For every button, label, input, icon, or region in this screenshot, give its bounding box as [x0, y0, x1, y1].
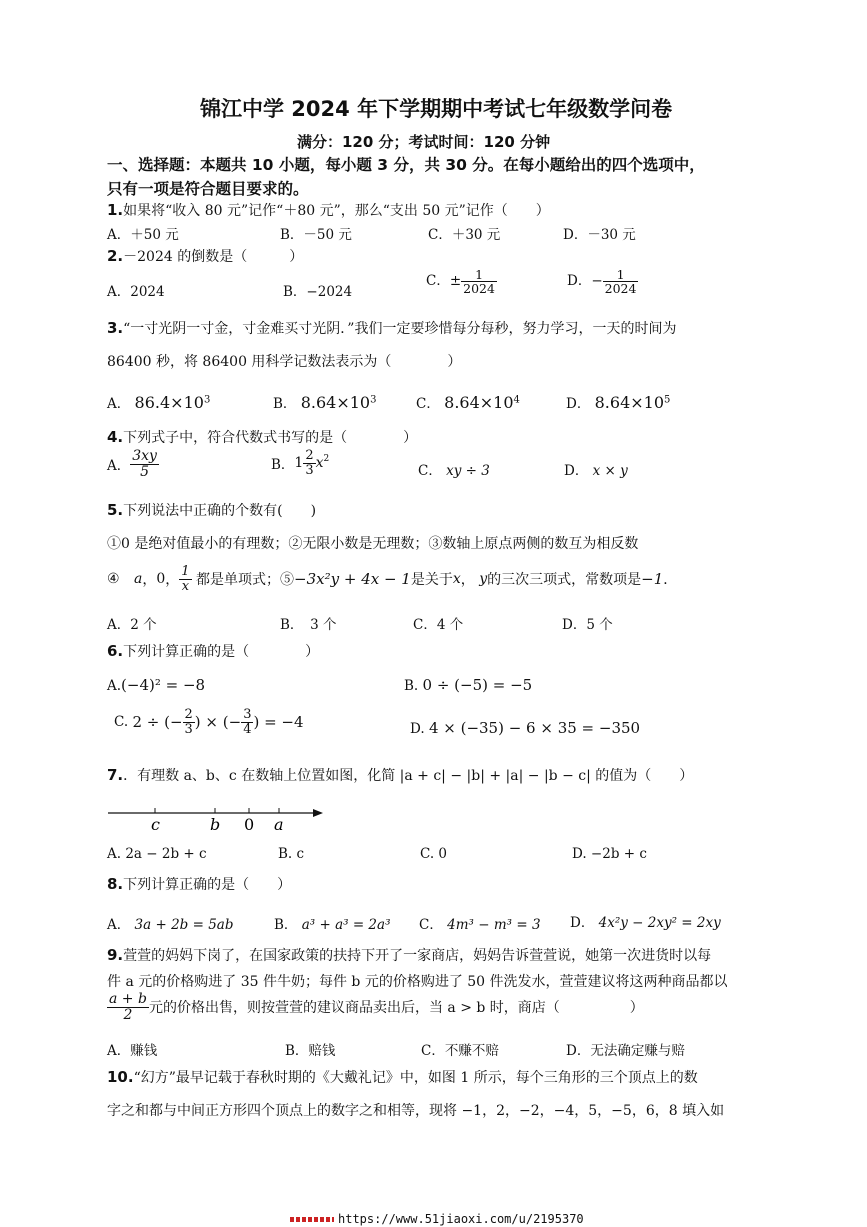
axis-label-a: a	[274, 815, 284, 834]
q8-option-c: C． 4m³ − m³ = 3	[419, 917, 541, 933]
section-heading-line1: 一、选择题：本题共 10 小题，每小题 3 分，共 30 分。在每小题给出的四个选项中，	[107, 156, 705, 174]
q8-option-b: B． a³ + a³ = 2a³	[274, 917, 391, 933]
q7-option-d: D. −2b + c	[572, 846, 647, 862]
question-number: 1.	[107, 201, 124, 219]
q1-option-a: A．＋50 元	[107, 227, 179, 243]
q5-option-d: D．5 个	[562, 617, 613, 633]
q2-option-b: B．−2024	[283, 284, 353, 300]
question-10-line2: 字之和都与中间正方形四个顶点上的数字之和相等，现将 −1，2，−2，−4，5，−5，6，8 填入如	[107, 1103, 725, 1119]
question-6	[107, 641, 319, 661]
question-9	[107, 945, 711, 965]
q5-option-b: B． 3 个	[280, 617, 337, 633]
question-8	[107, 874, 291, 894]
q6-option-c: C. 2 ÷ (− $\frac{2}{3}$ ) × (− $\frac{3}{4}$ ) = −4	[114, 707, 304, 737]
question-number: 3.	[107, 319, 124, 337]
question-text: ．有理数 a、b、c 在数轴上位置如图，化简 |a + c| − |b| + |a| − |b − c| 的值为（ ）	[123, 768, 694, 784]
q1-option-d: D．－30 元	[563, 227, 636, 243]
axis-label-0: 0	[244, 815, 255, 834]
axis-label-c: c	[151, 815, 160, 834]
q5-option-c: C．4 个	[413, 617, 464, 633]
question-text: －2024 的倒数是（ ）	[123, 249, 304, 265]
section-heading-line2: 只有一项是符合题目要求的。	[107, 180, 309, 198]
q7-option-b: B. c	[278, 846, 305, 862]
q3-option-a: A． $86.4\times 10^3$	[107, 393, 211, 412]
q6-option-a: A.(−4)² = −8	[107, 676, 206, 694]
question-1	[107, 200, 550, 220]
footer-url	[290, 1212, 584, 1226]
q2-option-c: C．± $\frac{1}{2024}$	[426, 267, 495, 297]
question-7	[107, 765, 693, 785]
q8-option-d: D． 4x²y − 2xy² = 2xy	[570, 915, 721, 931]
question-5-statement-line1: ①0 是绝对值最小的有理数；②无限小数是无理数；③数轴上原点两侧的数互为相反数	[107, 536, 639, 552]
q4-option-b: B．1 $\frac{2}{3}$ $x^2$	[271, 448, 330, 478]
exam-subtitle: 满分：120 分；考试时间：120 分钟	[297, 133, 551, 151]
question-text: 下列计算正确的是（ ）	[123, 877, 292, 893]
q6-option-d: D. 4 × (−35) − 6 × 35 = −350	[410, 719, 641, 737]
question-2	[107, 246, 303, 266]
question-9-line2: 件 a 元的价格购进了 35 件牛奶；每件 b 元的价格购进了 50 件洗发水，萱萱建议将这两种商品都以	[107, 974, 728, 990]
q3-option-b: B． $8.64\times 10^3$	[273, 393, 377, 412]
q9-option-c: C．不赚不赔	[421, 1043, 499, 1059]
question-number: 4.	[107, 428, 124, 446]
q9-option-b: B．赔钱	[285, 1043, 336, 1059]
question-5	[107, 500, 316, 520]
question-number: 6.	[107, 642, 124, 660]
q7-option-a: A. 2a − 2b + c	[107, 846, 207, 862]
q2-option-d: D．− $\frac{1}{2024}$	[567, 267, 637, 297]
exam-title: 锦江中学 2024 年下学期期中考试七年级数学问卷	[200, 97, 673, 121]
q6-option-b: B. 0 ÷ (−5) = −5	[404, 676, 533, 694]
q3-option-d: D． $8.64\times 10^5$	[566, 393, 671, 412]
question-number: 9.	[107, 946, 124, 964]
number-line-figure	[105, 800, 335, 840]
footer-watermark-icon	[290, 1217, 334, 1222]
question-number: 2.	[107, 247, 124, 265]
footer-url-text[interactable]: https://www.51jiaoxi.com/u/2195370	[338, 1212, 584, 1226]
q4-option-c: C． xy ÷ 3	[418, 463, 490, 479]
q7-option-c: C. 0	[420, 846, 448, 862]
question-text: 如果将“收入 80 元”记作“＋80 元”，那么“支出 50 元”记作（ ）	[123, 203, 550, 219]
axis-label-b: b	[210, 815, 221, 834]
question-text-line1: “幻方”最早记载于春秋时期的《大戴礼记》中，如图 1 所示，每个三角形的三个顶点上的数	[133, 1070, 698, 1086]
question-number: 7.	[107, 766, 124, 784]
q2-option-a: A．2024	[107, 284, 165, 300]
question-text-line1: “一寸光阴一寸金，寸金难买寸光阴．”我们一定要珍惜每分每秒，努力学习，一天的时间为	[123, 321, 677, 337]
q8-option-a: A． 3a + 2b = 5ab	[107, 917, 234, 933]
question-5-statement-line2: ④ a，0， $\frac{1}{x}$ 都是单项式；⑤−3x²y + 4x − 1是关于x， y的三次三项式，常数项是−1．	[107, 564, 678, 594]
q4-option-d: D． x × y	[564, 463, 628, 479]
q9-option-d: D．无法确定赚与赔	[566, 1043, 685, 1059]
q9-option-a: A．赚钱	[107, 1043, 158, 1059]
q5-option-a: A．2 个	[107, 617, 157, 633]
question-9-line3: $\frac{a + b}{2}$ 元的价格出售，则按萱萱的建议商品卖出后，当 a > b 时，商店（ ）	[109, 991, 644, 1023]
question-4	[107, 427, 417, 447]
question-number: 8.	[107, 875, 124, 893]
question-3-line2: 86400 秒，将 86400 用科学记数法表示为（ ）	[107, 354, 462, 370]
question-text: 下列说法中正确的个数有( )	[123, 503, 317, 519]
number-line-arrow	[313, 809, 323, 817]
question-number: 10.	[107, 1068, 134, 1086]
question-number: 5.	[107, 501, 124, 519]
q1-option-b: B．－50 元	[280, 227, 352, 243]
q4-option-a: A． $\frac{3xy}{5}$	[107, 448, 157, 480]
q1-option-c: C．＋30 元	[428, 227, 501, 243]
q3-option-c: C． $8.64\times 10^4$	[416, 393, 520, 412]
question-10	[107, 1067, 698, 1087]
question-text: 下列式子中，符合代数式书写的是（ ）	[123, 430, 418, 446]
question-text-line1: 萱萱的妈妈下岗了，在国家政策的扶持下开了一家商店，妈妈告诉萱萱说，她第一次进货时以每	[123, 948, 712, 964]
question-3	[107, 318, 676, 338]
question-text: 下列计算正确的是（ ）	[123, 644, 320, 660]
